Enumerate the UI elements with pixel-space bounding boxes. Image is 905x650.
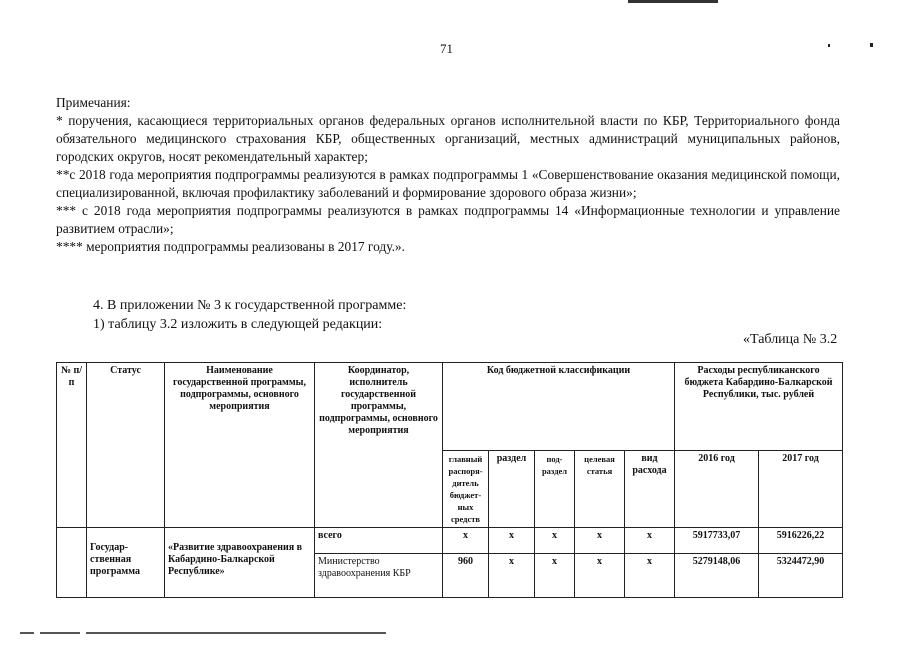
note-item: * поручения, касающиеся территориальных органов федеральных органов исполнительной власти по КБР, Территориального фонда обязательного медицинского страхования КБР, общественных организаций, местных администраций муниципальных районов, городских округов, носят рекомендательный характер; [56, 113, 840, 164]
page-number: 71 [440, 41, 453, 56]
note-item: **с 2018 года мероприятия подпрограммы реализуются в рамках подпрограммы 1 «Совершенствование оказания медицинской помощи, специализированной, включая профилактику заболеваний и формирование здорового образа жизни»; [56, 167, 840, 200]
gl-cell: 960 [443, 554, 489, 598]
note-item: **** мероприятия подпрограммы реализованы в 2017 году.». [56, 239, 405, 254]
header-vid: вид расхода [625, 451, 675, 528]
gl-cell: x [443, 528, 489, 554]
table-caption: «Таблица № 3.2 [743, 332, 838, 347]
header-gl: главный распоря-дитель бюджет-ных средств [443, 451, 489, 528]
section-line: 1) таблицу 3.2 изложить в следующей редакции: [93, 317, 383, 332]
budget-table [56, 362, 843, 598]
header-status: Статус [87, 363, 165, 528]
header-2016: 2016 год [675, 451, 759, 528]
coord-cell: всего [315, 528, 443, 554]
podrazdel-cell: x [535, 528, 575, 554]
razdel-cell: x [489, 528, 535, 554]
statya-cell: x [575, 528, 625, 554]
scan-artifact [870, 43, 873, 47]
vid-cell: x [625, 554, 675, 598]
header-num: № п/п [57, 363, 87, 528]
scan-cut-edge [20, 632, 440, 636]
table-header-row [57, 363, 843, 451]
podrazdel-cell: x [535, 554, 575, 598]
header-2017: 2017 год [759, 451, 843, 528]
scan-artifact [828, 44, 830, 47]
status-cell: Государ-ственная программа [87, 528, 165, 598]
header-budget-code: Код бюджетной классификации [443, 363, 675, 451]
value-2016-cell: 5917733,07 [675, 528, 759, 554]
header-coordinator: Координатор, исполнитель государственной программы, подпрограммы, основного мероприятия [315, 363, 443, 528]
vid-cell: x [625, 528, 675, 554]
section-line: 4. В приложении № 3 к государственной программе: [93, 298, 407, 313]
header-razdel: раздел [489, 451, 535, 528]
notes-title: Примечания: [56, 95, 131, 110]
notes-block [56, 94, 840, 256]
header-name: Наименование государственной программы, подпрограммы, основного мероприятия [165, 363, 315, 528]
scan-mark [628, 0, 718, 3]
statya-cell: x [575, 554, 625, 598]
value-2017-cell: 5916226,22 [759, 528, 843, 554]
row-num-cell [57, 528, 87, 598]
program-name-cell: «Развитие здравоохранения в Кабардино-Балкарской Республике» [165, 528, 315, 598]
header-expenses: Расходы республиканского бюджета Кабардино-Балкарской Республики, тыс. рублей [675, 363, 843, 451]
value-2016-cell: 5279148,06 [675, 554, 759, 598]
header-podrazdel: под-раздел [535, 451, 575, 528]
razdel-cell: x [489, 554, 535, 598]
table-row [57, 528, 843, 554]
header-statya: целевая статья [575, 451, 625, 528]
section-text [93, 296, 406, 334]
note-item: *** с 2018 года мероприятия подпрограммы реализуются в рамках подпрограммы 14 «Информационные технологии и управление развитием отрасли»; [56, 203, 840, 236]
value-2017-cell: 5324472,90 [759, 554, 843, 598]
coord-cell: Министерство здравоохранения КБР [315, 554, 443, 598]
